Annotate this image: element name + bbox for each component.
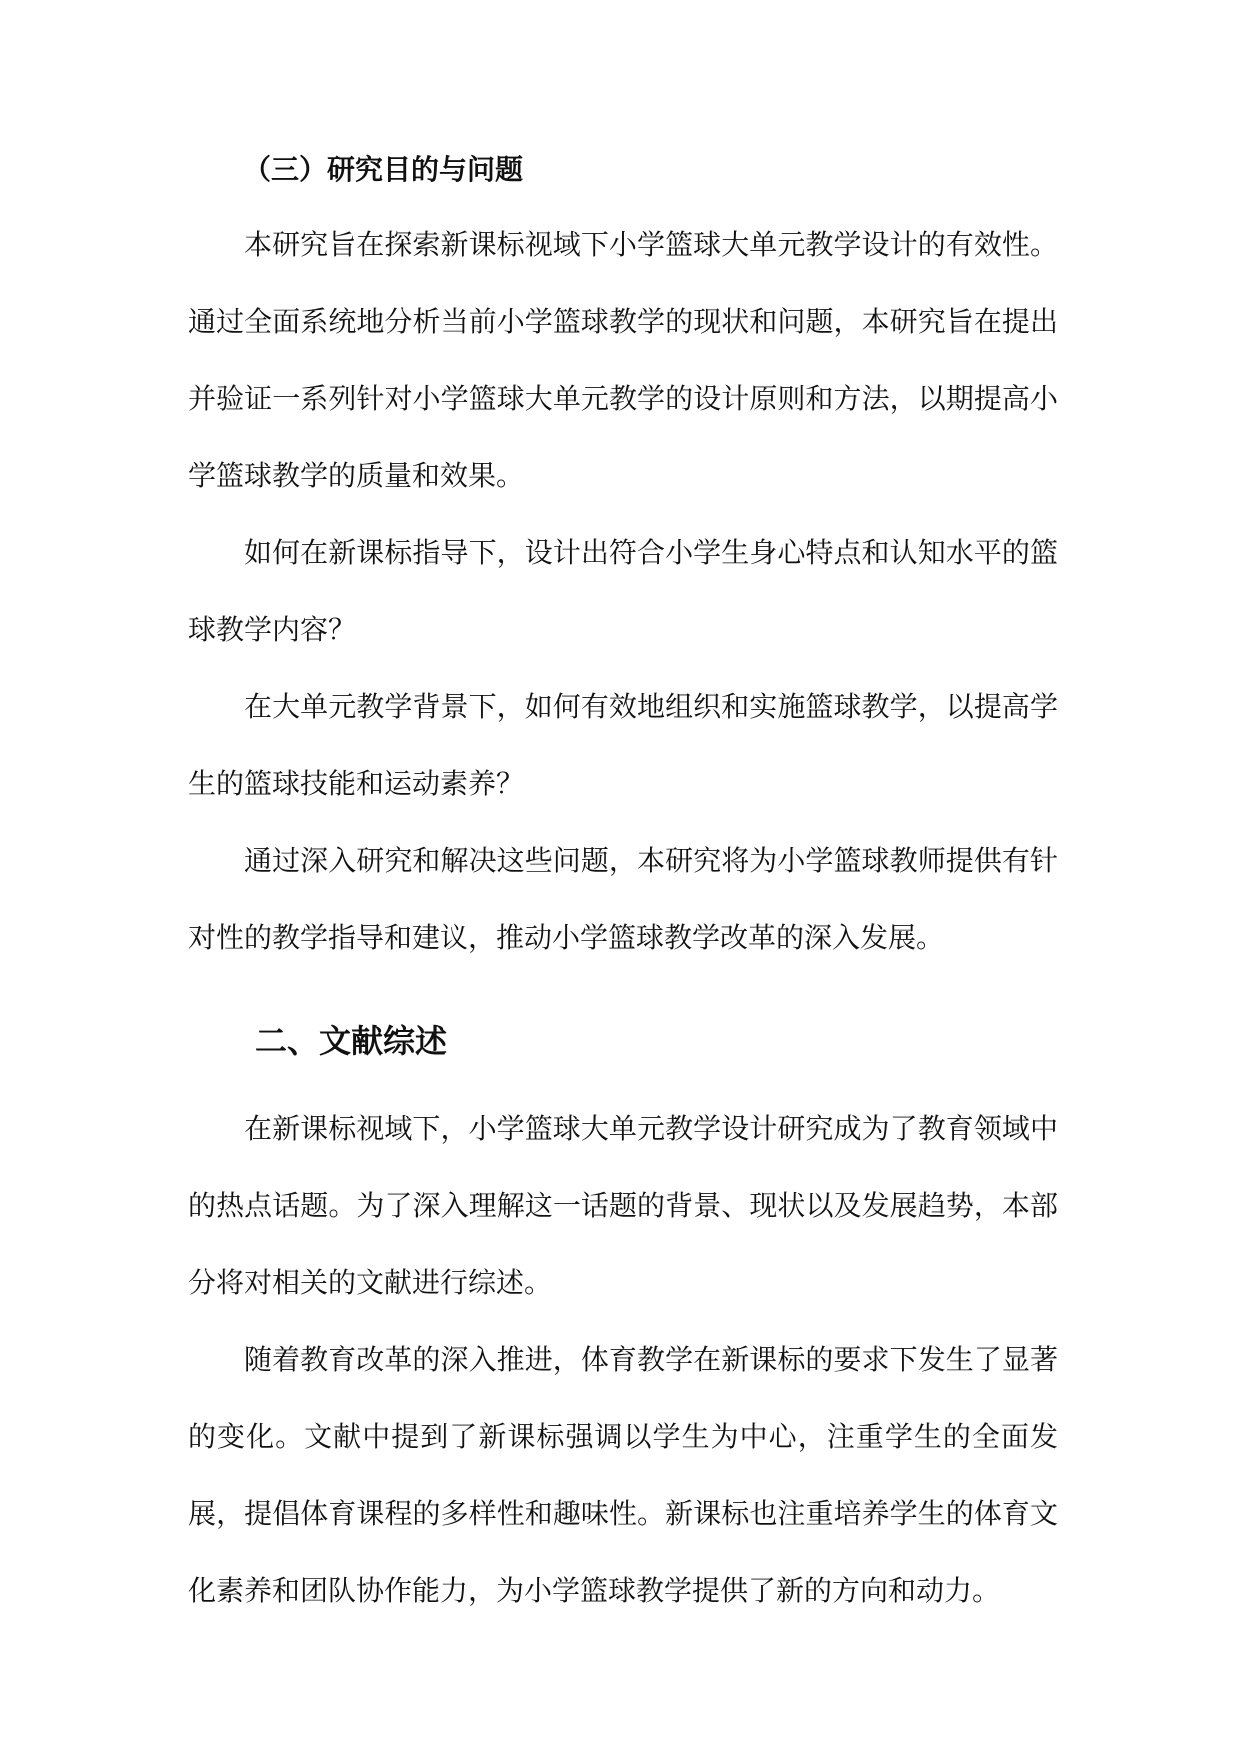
chapter-heading: 二、文献综述 bbox=[255, 1022, 448, 1060]
section-heading: （三）研究目的与问题 bbox=[243, 153, 524, 186]
paragraph-question-1: 如何在新课标指导下，设计出符合小学生身心特点和认知水平的篮球教学内容？ bbox=[188, 536, 1058, 646]
paragraph-literature-reform: 随着教育改革的深入推进，体育教学在新课标的要求下发生了显著的变化。文献中提到了新课标强调以学生为中心，注重学生的全面发展，提倡体育课程的多样性和趣味性。新课标也注重培养学生的体育文化素养和团队协作能力，为小学篮球教学提供了新的方向和动力。 bbox=[188, 1343, 1058, 1607]
paragraph-research-significance: 通过深入研究和解决这些问题，本研究将为小学篮球教师提供有针对性的教学指导和建议，推动小学篮球教学改革的深入发展。 bbox=[188, 844, 1058, 954]
paragraph-question-2: 在大单元教学背景下，如何有效地组织和实施篮球教学，以提高学生的篮球技能和运动素养？ bbox=[188, 690, 1058, 800]
paragraph-literature-intro: 在新课标视域下，小学篮球大单元教学设计研究成为了教育领域中的热点话题。为了深入理解这一话题的背景、现状以及发展趋势，本部分将对相关的文献进行综述。 bbox=[188, 1112, 1058, 1299]
paragraph-research-purpose: 本研究旨在探索新课标视域下小学篮球大单元教学设计的有效性。通过全面系统地分析当前小学篮球教学的现状和问题，本研究旨在提出并验证一系列针对小学篮球大单元教学的设计原则和方法，以期提高小学篮球教学的质量和效果。 bbox=[188, 228, 1058, 492]
